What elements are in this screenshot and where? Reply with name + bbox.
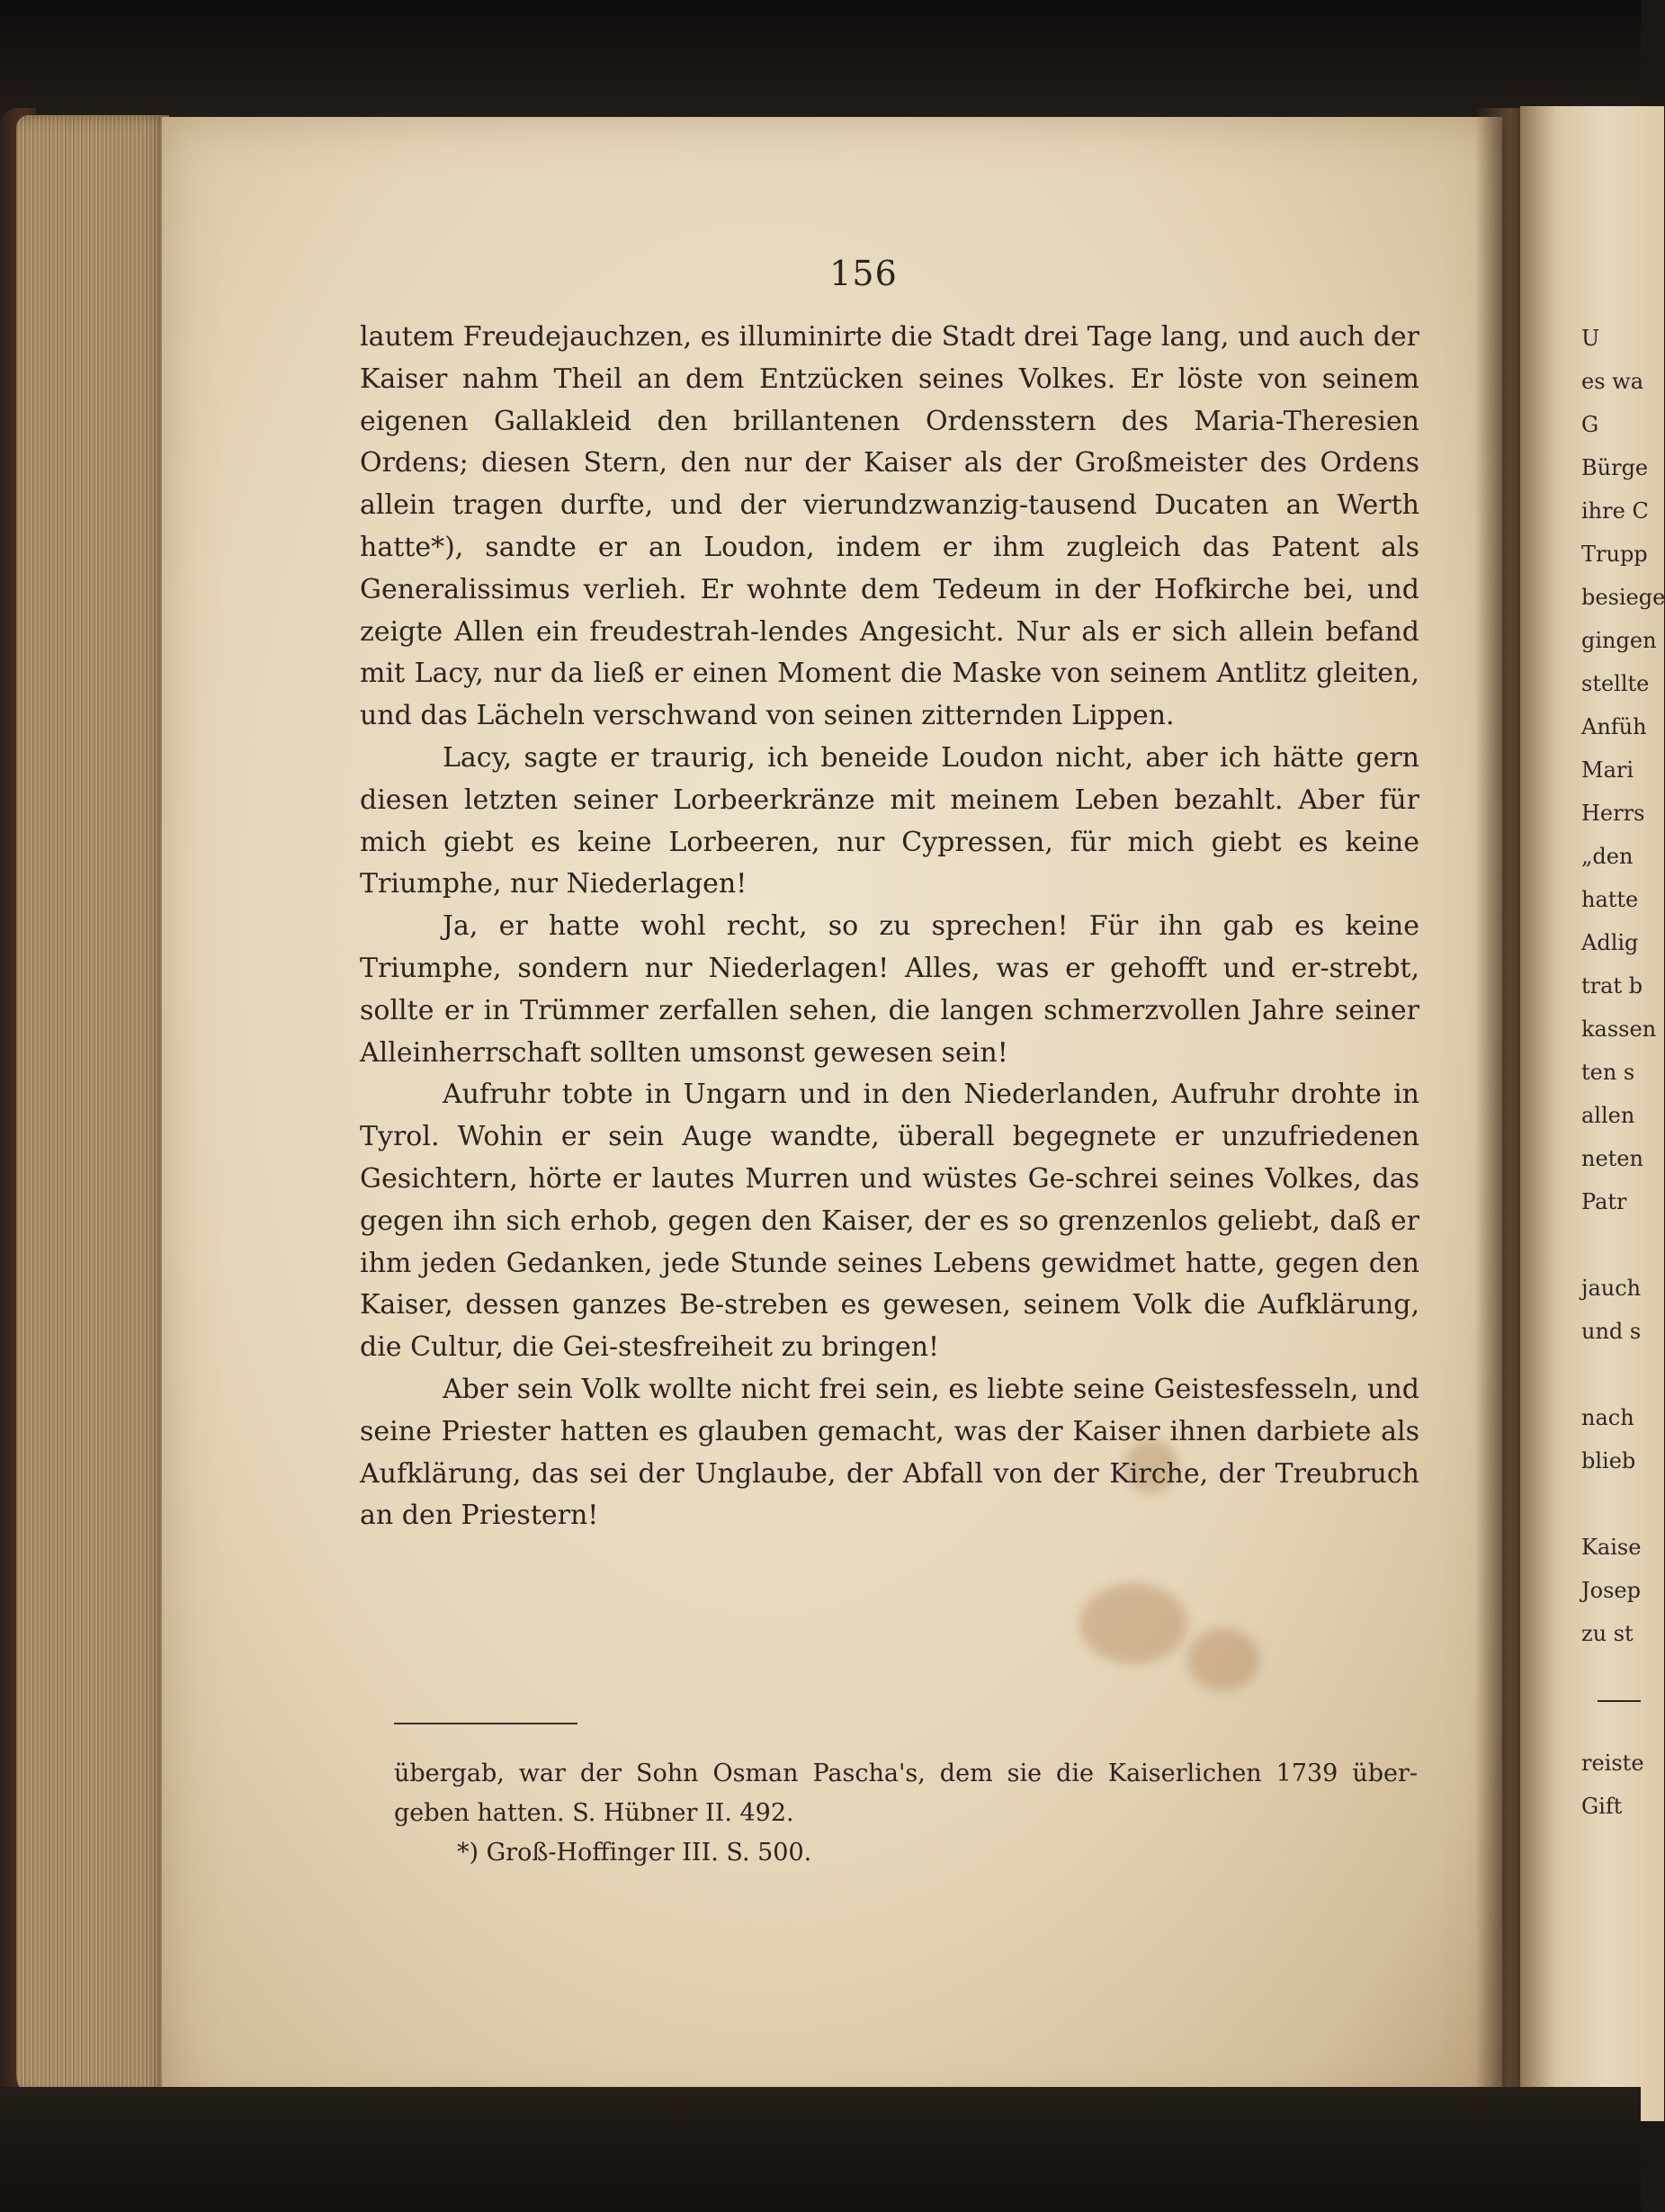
- paragraph: Ja, er hatte wohl recht, so zu sprechen! Für ihn gab es keine Triumphe, sondern nur Niederlagen! Alles, was er gehofft und er-strebt, sollte er in Trümmer zerfallen sehen, die langen schmerzvollen Jahre seiner Alleinherrschaft sollten umsonst gewesen sein!: [360, 910, 1419, 1069]
- right-page-fragment: G: [1581, 412, 1599, 437]
- right-page-fragment: blieb: [1581, 1448, 1636, 1473]
- right-page-fragment: Herrs: [1581, 801, 1645, 826]
- right-page-fragment: Bürge: [1581, 455, 1649, 480]
- paragraph: Aufruhr tobte in Ungarn und in den Niederlanden, Aufruhr drohte in Tyrol. Wohin er sein Auge wandte, überall begegnete er unzufriedenen Gesichtern, hörte er lautes Murren und wüstes Ge-schrei seines Volkes, das gegen ihn sich erhob, gegen den Kaiser, der es so grenzenlos geliebt, daß er ihm jeden Gedanken, jede Stunde seines Lebens gewidmet hatte, gegen den Kaiser, dessen ganzes Be-streben es gewesen, seinem Volk die Aufklärung, die Cultur, die Gei-stesfreiheit zu bringen!: [360, 1079, 1419, 1364]
- paper-stain: [1079, 1583, 1187, 1664]
- footnote: *) Groß-Hoffinger III. S. 500.: [457, 1839, 812, 1867]
- right-page-fragment: kassen: [1581, 1016, 1657, 1042]
- paragraph: lautem Freudejauchzen, es illuminirte die Stadt drei Tage lang, und auch der Kaiser nahm Theil an dem Entzücken seines Volkes. Er löste von seinem eigenen Gallakleid den brillantenen Ordensstern des Maria-Theresien Ordens; diesen Stern, den nur der Kaiser als der Großmeister des Ordens allein tragen durfte, und der vierundzwanzig-tausend Ducaten an Werth hatte*), sandte er an Loudon, indem er ihm zugleich das Patent als Generalissimus verlieh. Er wohnte dem Tedeum in der Hofkirche bei, und zeigte Allen ein freudestrah-lendes Angesicht. Nur als er sich allein befand mit Lacy, nur da ließ er einen Moment die Maske von seinem Antlitz gleiten, und das Lächeln verschwand von seinen zitternden Lippen.: [360, 321, 1419, 732]
- right-page-fragment: trat b: [1581, 973, 1643, 999]
- right-page-fragment: [1581, 1698, 1644, 1742]
- right-page-fragment: hatte: [1581, 887, 1639, 912]
- right-page-fragment: Kaise: [1581, 1535, 1642, 1560]
- footnote: übergab, war der Sohn Osman Pascha's, dem sie die Kaiserlichen 1739 über-geben hatten. S. Hübner II. 492.: [394, 1760, 1418, 1827]
- right-page-fragment: Mari: [1581, 757, 1634, 783]
- right-page-fragment: es wa: [1581, 369, 1643, 394]
- right-page-fragment: allen: [1581, 1103, 1635, 1128]
- paragraph: Lacy, sagte er traurig, ich beneide Loudon nicht, aber ich hätte gern diesen letzten seiner Lorbeerkränze mit meinem Leben bezahlt. Aber für mich giebt es keine Lorbeeren, nur Cypressen, für mich giebt es keine Triumphe, nur Niederlagen!: [360, 741, 1419, 900]
- body-text: [360, 317, 1419, 1537]
- footnotes: [394, 1754, 1418, 1873]
- right-page-fragment: „den: [1581, 844, 1634, 869]
- right-page-footnote-rule: [1598, 1700, 1641, 1702]
- right-page-fragment: Trupp: [1581, 542, 1648, 567]
- right-page-fragment: zu st: [1581, 1621, 1634, 1646]
- right-page-fragment: Patr: [1581, 1189, 1627, 1214]
- book-cover-bottom: [0, 2087, 1641, 2212]
- right-page-fragment: Anfüh: [1581, 714, 1647, 739]
- right-page-fragment: Josep: [1581, 1578, 1641, 1603]
- right-page-fragment: ten s: [1581, 1060, 1635, 1085]
- right-page-fragment: neten: [1581, 1146, 1643, 1171]
- page-edges: [16, 115, 169, 2101]
- right-page-fragment: reiste: [1581, 1751, 1644, 1776]
- right-page-fragment: [1581, 1655, 1644, 1698]
- footnote-divider: [394, 1723, 577, 1724]
- right-page-fragment: jauch: [1581, 1276, 1642, 1301]
- right-page-fragment: [1581, 1482, 1644, 1526]
- right-page-fragment: ihre C: [1581, 498, 1649, 524]
- right-page-text: [1581, 317, 1665, 1828]
- right-page-fragment: U: [1581, 326, 1600, 351]
- right-page-fragment: nach: [1581, 1405, 1634, 1430]
- paragraph: Aber sein Volk wollte nicht frei sein, es liebte seine Geistesfesseln, und seine Priester hatten es glauben gemacht, was der Kaiser ihnen darbiete als Aufklärung, das sei der Unglaube, der Abfall von der Kirche, der Treubruch an den Priestern!: [360, 1373, 1419, 1532]
- right-page-fragment: [1581, 1223, 1644, 1267]
- right-page-fragment: Adlig: [1581, 930, 1639, 955]
- right-page-fragment: besiege: [1581, 585, 1665, 610]
- right-page-fragment: stellte: [1581, 671, 1650, 696]
- right-page-fragment: gingen: [1581, 628, 1657, 653]
- book-cover-top: [0, 0, 1641, 126]
- right-page-fragment: und s: [1581, 1319, 1642, 1344]
- paper-stain: [1187, 1628, 1259, 1691]
- right-page-fragment: Gift: [1581, 1794, 1623, 1819]
- right-page-fragment: [1581, 1353, 1644, 1396]
- page-number: 156: [829, 254, 898, 293]
